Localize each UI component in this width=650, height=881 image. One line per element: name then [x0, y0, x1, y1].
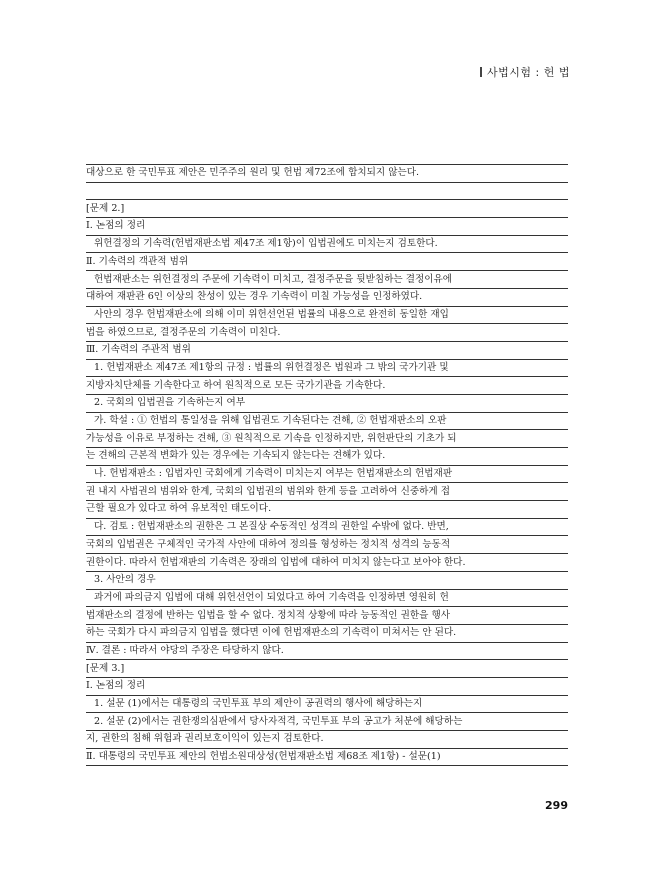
- text-line: 권한이다. 따라서 헌법재판의 기속력은 장래의 입법에 대하여 미치지 않는다고 보아야 한다.: [86, 554, 568, 572]
- text-line: 권 내지 사법권의 범위와 한계, 국회의 입법권의 범위와 한계 등을 고려하여 신중하게 접: [86, 483, 568, 501]
- blank-line: [86, 183, 568, 201]
- text-line: 사안의 경우 헌법재판소에 의해 이미 위헌선언된 법률의 내용으로 완전히 동일한 재입: [86, 307, 568, 325]
- text-line: 위헌결정의 기속력(헌법재판소법 제47조 제1항)이 입법권에도 미치는지 검토한다.: [86, 236, 568, 254]
- text-line: 국회의 입법권은 구체적인 국가적 사안에 대하여 정의를 형성하는 정치적 성격의 능동적: [86, 536, 568, 554]
- text-line: 지방자치단체를 기속한다고 하여 원칙적으로 모든 국가기관을 기속한다.: [86, 377, 568, 395]
- text-line: [문제 3.]: [86, 660, 568, 678]
- text-line: Ⅰ. 논점의 정리: [86, 218, 568, 236]
- text-line: 가능성을 이유로 부정하는 견해, ③ 원칙적으로 기속을 인정하지만, 위헌판단의 기초가 되: [86, 430, 568, 448]
- text-line: 대상으로 한 국민투표 제안은 민주주의 원리 및 헌법 제72조에 합치되지 않는다.: [86, 165, 568, 183]
- text-line: 근할 필요가 있다고 하여 유보적인 태도이다.: [86, 501, 568, 519]
- header-bar-mark: [480, 67, 482, 77]
- text-line: 과거에 파의금지 입법에 대해 위헌선언이 되었다고 하여 기속력을 인정하면 영원히 헌: [86, 590, 568, 608]
- text-line: 나. 헌법재판소 : 입법자인 국회에게 기속력이 미치는지 여부는 헌법재판소의 헌법재판: [86, 466, 568, 484]
- text-line: Ⅰ. 논점의 정리: [86, 678, 568, 696]
- page-number: 299: [545, 799, 568, 812]
- text-line: Ⅱ. 기속력의 객관적 범위: [86, 253, 568, 271]
- running-header: [480, 64, 570, 80]
- text-line: 2. 설문 (2)에서는 권한쟁의심판에서 당사자적격, 국민투표 부의 공고가 처분에 해당하는: [86, 713, 568, 731]
- text-line: 법을 하였으므로, 결정주문의 기속력이 미친다.: [86, 324, 568, 342]
- text-line: Ⅳ. 결론 : 따라서 야당의 주장은 타당하지 않다.: [86, 643, 568, 661]
- text-line: Ⅲ. 기속력의 주관적 범위: [86, 342, 568, 360]
- text-line: 헌법재판소는 위헌결정의 주문에 기속력이 미치고, 결정주문을 뒷받침하는 결정이유에: [86, 271, 568, 289]
- text-line: 1. 설문 (1)에서는 대통령의 국민투표 부의 제안이 공권력의 행사에 해당하는지: [86, 696, 568, 714]
- text-line: [문제 2.]: [86, 200, 568, 218]
- text-line: 는 견해의 근본적 변화가 있는 경우에는 기속되지 않는다는 견해가 있다.: [86, 448, 568, 466]
- text-line: 다. 검토 : 헌법재판소의 권한은 그 본질상 수동적인 성격의 권한일 수밖에 없다. 반면,: [86, 519, 568, 537]
- text-line: 3. 사안의 경우: [86, 572, 568, 590]
- ruled-text-body: [86, 164, 568, 766]
- text-line: Ⅱ. 대통령의 국민투표 제안의 헌법소원대상성(헌법재판소법 제68조 제1항) - 설문(1): [86, 749, 568, 767]
- text-line: 가. 학설 : ① 헌법의 통일성을 위해 입법권도 기속된다는 견해, ② 헌법재판소의 오판: [86, 413, 568, 431]
- text-line: 1. 헌법재판소 제47조 제1항의 규정 : 법률의 위헌결정은 법원과 그 밖의 국가기관 및: [86, 360, 568, 378]
- text-line: 2. 국회의 입법권을 기속하는지 여부: [86, 395, 568, 413]
- text-line: 지, 권한의 침해 위험과 권리보호이익이 있는지 검토한다.: [86, 731, 568, 749]
- text-line: 법재판소의 결정에 반하는 입법을 할 수 없다. 정치적 상황에 따라 능동적인 권한을 행사: [86, 607, 568, 625]
- text-line: 하는 국회가 다시 파의금지 입법을 했다면 이에 헌법재판소의 기속력이 미쳐서는 안 된다.: [86, 625, 568, 643]
- text-line: 대하여 재판관 6인 이상의 찬성이 있는 경우 기속력이 미칠 가능성을 인정하였다.: [86, 289, 568, 307]
- header-title: 사법시험 : 헌 법: [487, 66, 570, 79]
